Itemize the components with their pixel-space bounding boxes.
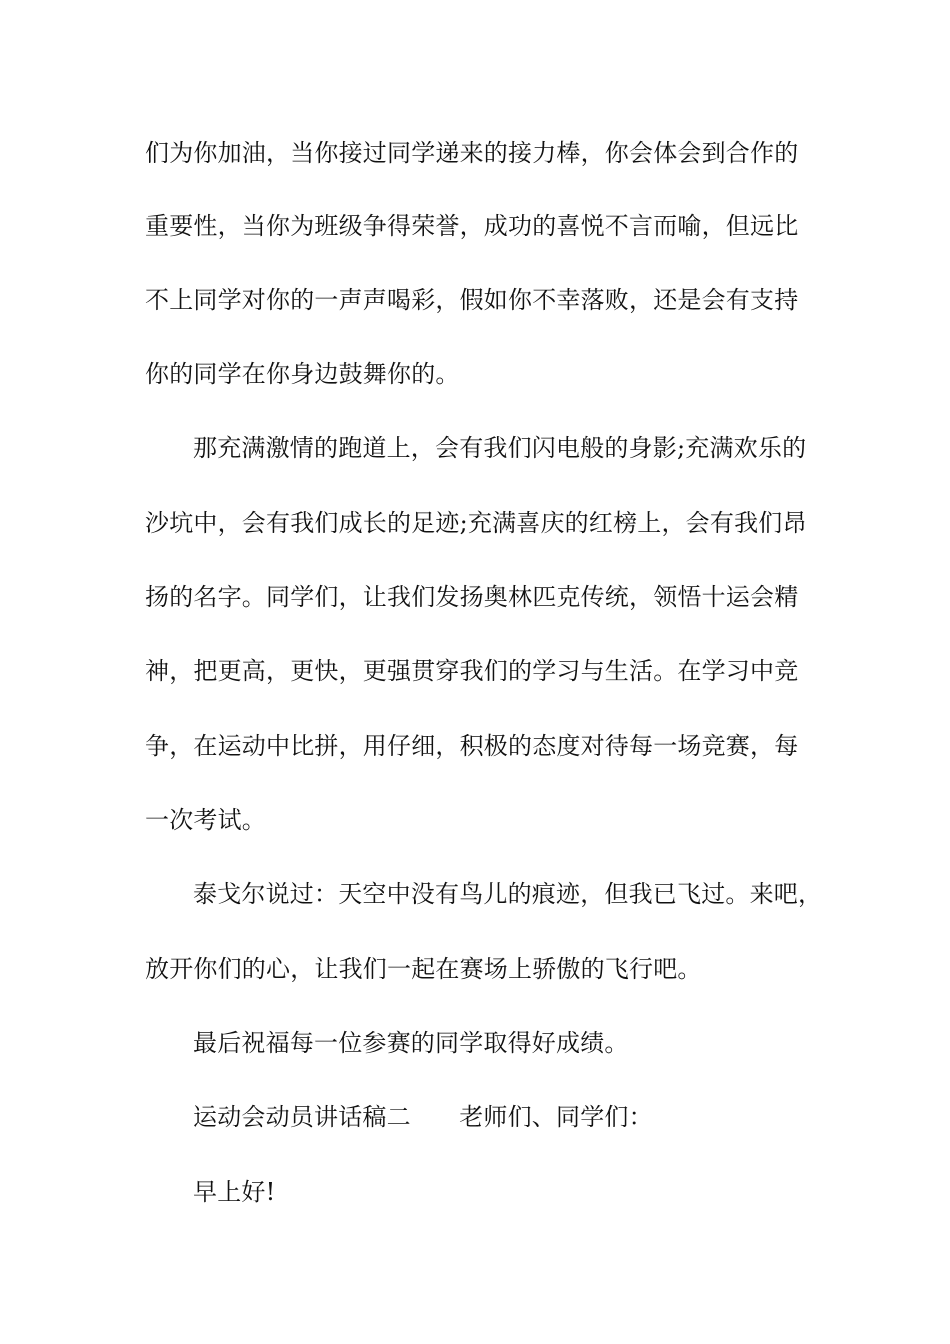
paragraph-line: 一次考试。 bbox=[145, 806, 266, 834]
paragraph-line: 你的同学在你身边鼓舞你的。 bbox=[145, 360, 460, 388]
paragraph-line: 最后祝福每一位参赛的同学取得好成绩。 bbox=[193, 1029, 629, 1057]
paragraph-line: 扬的名字。同学们，让我们发扬奥林匹克传统，领悟十运会精 bbox=[145, 583, 799, 611]
paragraph-line: 那充满激情的跑道上，会有我们闪电般的身影;充满欢乐的 bbox=[193, 434, 807, 462]
paragraph-line: 重要性，当你为班级争得荣誉，成功的喜悦不言而喻，但远比 bbox=[145, 212, 799, 240]
paragraph-line: 放开你们的心，让我们一起在赛场上骄傲的飞行吧。 bbox=[145, 955, 702, 983]
paragraph-line: 沙坑中，会有我们成长的足迹;充满喜庆的红榜上，会有我们昂 bbox=[145, 509, 807, 537]
paragraph-line: 泰戈尔说过：天空中没有鸟儿的痕迹，但我已飞过。来吧， bbox=[193, 880, 823, 908]
paragraph-line: 们为你加油，当你接过同学递来的接力棒，你会体会到合作的 bbox=[145, 139, 799, 167]
paragraph-line: 不上同学对你的一声声喝彩，假如你不幸落败，还是会有支持 bbox=[145, 286, 799, 314]
greeting-line: 早上好! bbox=[193, 1178, 276, 1206]
section-heading-line: 运动会动员讲话稿二 老师们、同学们： bbox=[193, 1103, 653, 1131]
paragraph-line: 神，把更高，更快，更强贯穿我们的学习与生活。在学习中竞 bbox=[145, 657, 799, 685]
paragraph-line: 争，在运动中比拼，用仔细，积极的态度对待每一场竞赛，每 bbox=[145, 732, 799, 760]
